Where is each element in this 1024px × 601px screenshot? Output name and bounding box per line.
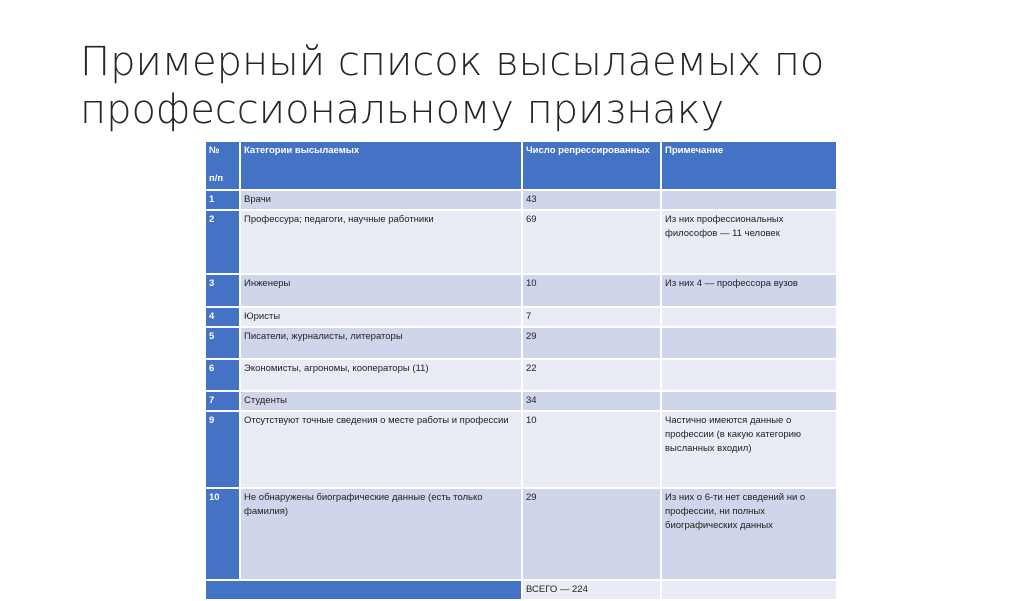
table-row	[205, 307, 837, 327]
table-row	[205, 391, 837, 411]
cell-count: 10	[522, 274, 661, 307]
cell-note	[661, 327, 837, 359]
cell-category: Врачи	[240, 190, 522, 210]
cell-category: Отсутствуют точные сведения о месте работы и профессии	[240, 411, 522, 488]
slide-title: Примерный список высылаемых по профессиональному признаку	[80, 39, 825, 133]
header-num	[205, 141, 240, 190]
cell-note	[661, 391, 837, 411]
cell-note	[661, 190, 837, 210]
cell-num: 4	[205, 307, 240, 327]
header-note: Примечание	[661, 141, 837, 190]
cell-count: 34	[522, 391, 661, 411]
table-row	[205, 190, 837, 210]
table-row	[205, 488, 837, 580]
cell-category: Не обнаружены биографические данные (есть только фамилия)	[240, 488, 522, 580]
cell-num: 2	[205, 210, 240, 274]
total-blank	[205, 580, 522, 600]
cell-num: 1	[205, 190, 240, 210]
cell-note: Из них 4 — профессора вузов	[661, 274, 837, 307]
cell-count: 29	[522, 488, 661, 580]
table-row	[205, 210, 837, 274]
cell-category: Экономисты, агрономы, кооператоры (11)	[240, 359, 522, 391]
cell-note	[661, 359, 837, 391]
cell-category: Инженеры	[240, 274, 522, 307]
cell-category: Студенты	[240, 391, 522, 411]
cell-count: 22	[522, 359, 661, 391]
cell-num: 3	[205, 274, 240, 307]
table-row	[205, 274, 837, 307]
cell-count: 7	[522, 307, 661, 327]
cell-note: Частично имеются данные о профессии (в какую категорию высланных входил)	[661, 411, 837, 488]
cell-num: 10	[205, 488, 240, 580]
cell-num: 7	[205, 391, 240, 411]
cell-category: Писатели, журналисты, литераторы	[240, 327, 522, 359]
header-count: Число репрессированных	[522, 141, 661, 190]
cell-count: 69	[522, 210, 661, 274]
table-row	[205, 327, 837, 359]
cell-note: Из них профессиональных философов — 11 человек	[661, 210, 837, 274]
table-row	[205, 411, 837, 488]
cell-note	[661, 307, 837, 327]
cell-num: 5	[205, 327, 240, 359]
cell-num: 9	[205, 411, 240, 488]
total-note	[661, 580, 837, 600]
cell-category: Юристы	[240, 307, 522, 327]
cell-count: 43	[522, 190, 661, 210]
repressed-table	[204, 140, 838, 601]
cell-note: Из них о 6-ти нет сведений ни о профессии, ни полных биографических данных	[661, 488, 837, 580]
header-num-line1: №	[209, 145, 220, 156]
header-category: Категории высылаемых	[240, 141, 522, 190]
table-row	[205, 359, 837, 391]
cell-category: Профессура; педагоги, научные работники	[240, 210, 522, 274]
total-row	[205, 580, 837, 600]
cell-count: 29	[522, 327, 661, 359]
cell-num: 6	[205, 359, 240, 391]
cell-count: 10	[522, 411, 661, 488]
header-num-line2: п/п	[209, 173, 224, 184]
total-cell: ВСЕГО — 224	[522, 580, 661, 600]
header-row	[205, 141, 837, 190]
